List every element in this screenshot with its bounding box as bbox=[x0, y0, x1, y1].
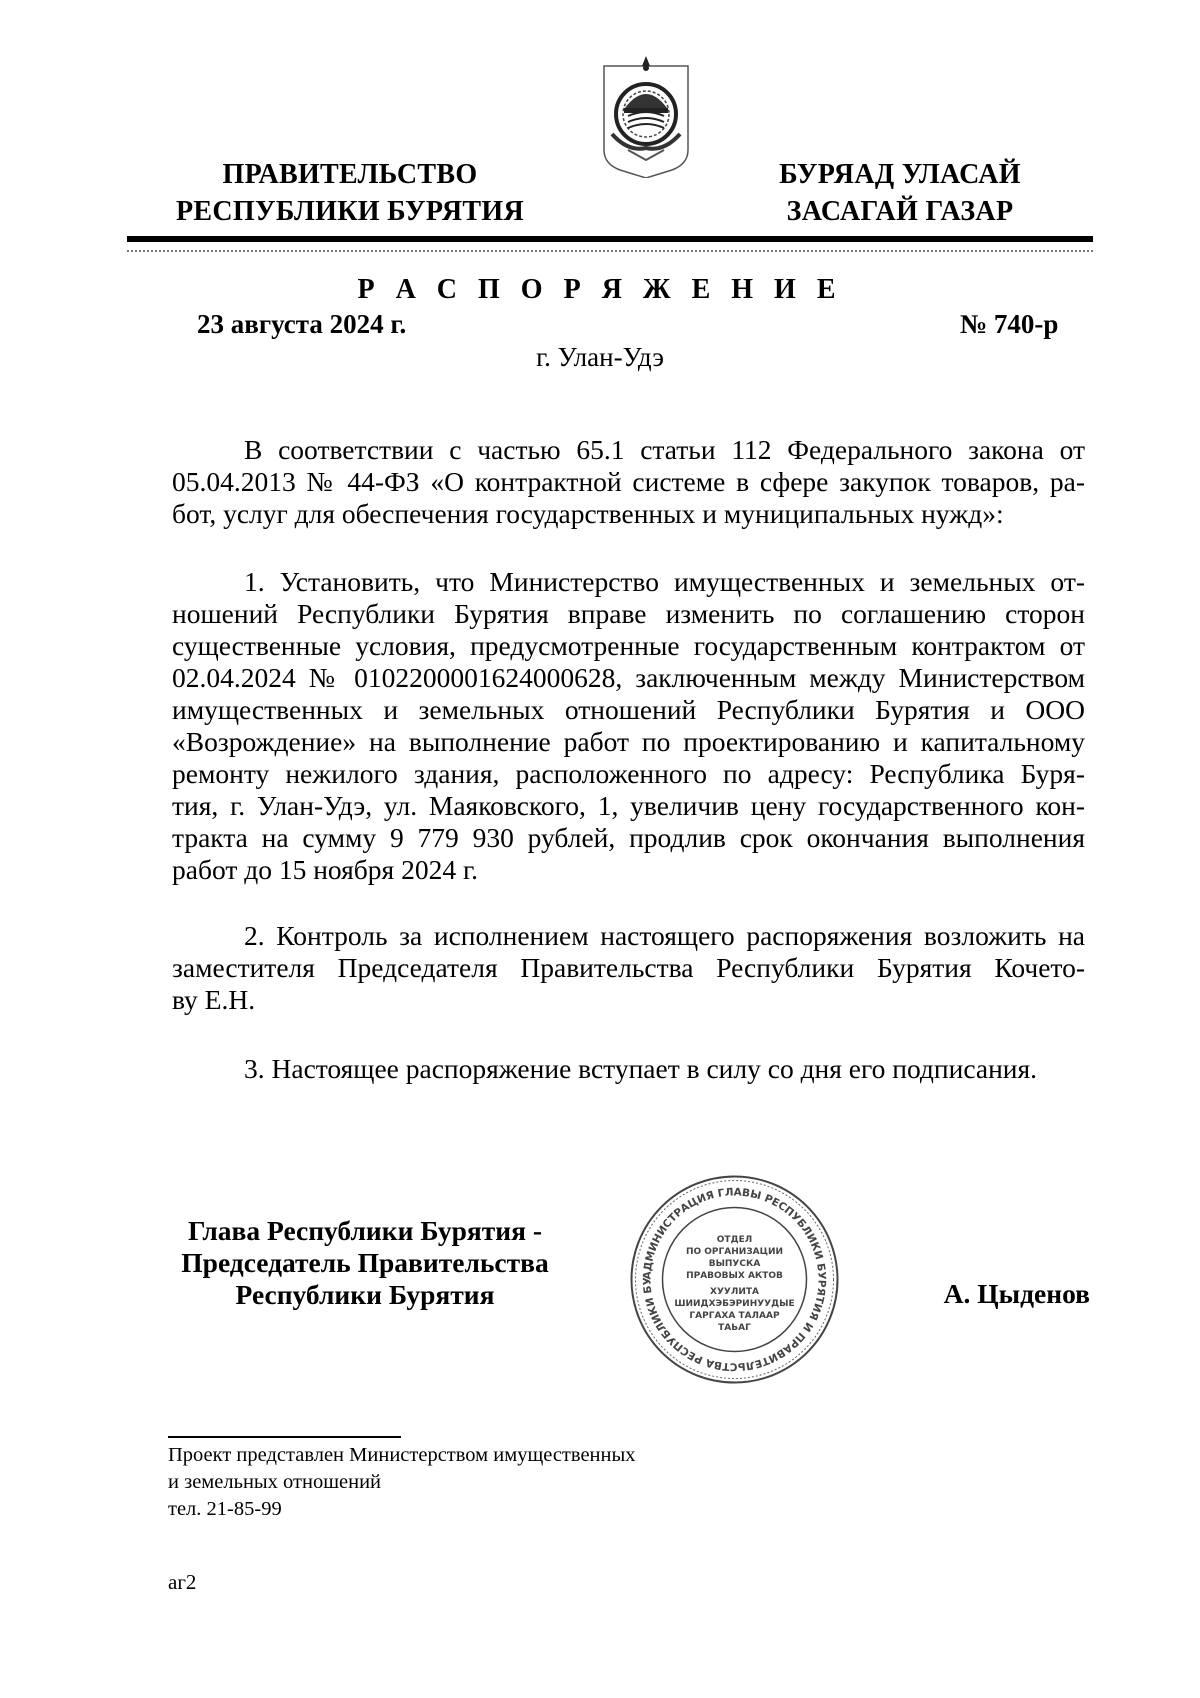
stamp-center-line: ВЫПУСКА bbox=[708, 1259, 761, 1269]
header-left-line1: ПРАВИТЕЛЬСТВО bbox=[222, 159, 478, 190]
stamp-center-line: ОТДЕЛ bbox=[716, 1235, 753, 1245]
stamp-center-line: ШИИДХЭБЭРИНУУДЫЕ bbox=[674, 1299, 795, 1309]
paragraph-item-3 bbox=[172, 1053, 1085, 1085]
text-line: ношений Республики Бурятия вправе изменить по соглашению сторон bbox=[172, 598, 1085, 629]
text-line: имущественных и земельных отношений Республики Бурятия и ООО bbox=[172, 694, 1085, 725]
text-line: 3. Настоящее распоряжение вступает в силу со дня его подписания. bbox=[244, 1053, 1038, 1084]
document-date: 23 августа 2024 г. bbox=[197, 309, 407, 339]
header-right-line2: ЗАСАГАЙ ГАЗАР bbox=[786, 196, 1014, 227]
text-line: заместителя Председателя Правительства Республики Бурятия Кочето- bbox=[172, 952, 1085, 983]
text-line: тия, г. Улан-Удэ, ул. Маяковского, 1, увеличив цену государственного кон- bbox=[172, 790, 1085, 821]
footnote-phone: тел. 21-85-99 bbox=[168, 1498, 282, 1520]
text-line: работ до 15 ноября 2024 г. bbox=[172, 854, 479, 885]
document-city: г. Улан-Удэ bbox=[536, 342, 664, 372]
text-line: 1. Установить, что Министерство имущественных и земельных от- bbox=[244, 566, 1085, 597]
stamp-center-line: ХУУЛИТА bbox=[710, 1287, 759, 1297]
document-code: аг2 bbox=[168, 1570, 197, 1594]
stamp-ring-text: АДМИНИСТРАЦИЯ ГЛАВЫ РЕСПУБЛИКИ БУРЯТИЯ И ПРАВИТЕЛЬСТВА РЕСПУБЛИКИ БУ bbox=[641, 1186, 828, 1373]
signatory-title bbox=[160, 1215, 570, 1311]
text-line: ву Е.Н. bbox=[172, 984, 256, 1015]
republic-emblem bbox=[598, 52, 694, 178]
header-divider-dotted bbox=[127, 250, 1093, 252]
text-line: «Возрождение» на выполнение работ по проектированию и капитальному bbox=[172, 726, 1085, 757]
paragraph-intro bbox=[172, 434, 1085, 530]
text-line: бот, услуг для обеспечения государственных и муниципальных нужд»: bbox=[172, 498, 1004, 529]
stamp-center-line: ГАРГАХА ТАЛААР bbox=[689, 1311, 780, 1321]
paragraph-item-1 bbox=[172, 566, 1085, 886]
header-divider-thick bbox=[127, 236, 1093, 242]
document-number: № 740-р bbox=[960, 309, 1059, 339]
footnote-line2: и земельных отношений bbox=[168, 1471, 382, 1493]
text-line: 02.04.2024 № 0102200001624000628, заключенным между Министерством bbox=[172, 662, 1085, 693]
stamp-center-line: ПРАВОВЫХ АКТОВ bbox=[686, 1271, 783, 1281]
header-right-org-name bbox=[740, 156, 1060, 230]
text-line: существенные условия, предусмотренные государственным контрактом от bbox=[172, 630, 1085, 661]
footnote-divider bbox=[168, 1436, 401, 1438]
signatory-title-line2: Председатель Правительства bbox=[181, 1247, 549, 1278]
stamp-center-line: ПО ОРГАНИЗАЦИИ bbox=[685, 1247, 784, 1257]
footnote-line1: Проект представлен Министерством имущественных bbox=[168, 1444, 636, 1466]
stamp-center-line: ТАЬАГ bbox=[718, 1323, 751, 1333]
header-left-line2: РЕСПУБЛИКИ БУРЯТИЯ bbox=[176, 196, 524, 227]
header-right-line1: БУРЯАД УЛАСАЙ bbox=[779, 159, 1021, 190]
text-line: тракта на сумму 9 779 930 рублей, продлив срок окончания выполнения bbox=[172, 822, 1085, 853]
signatory-name: А. Цыденов bbox=[943, 1278, 1090, 1309]
signatory-title-line3: Республики Бурятия bbox=[235, 1279, 495, 1310]
text-line: В соответствии с частью 65.1 статьи 112 Федерального закона от bbox=[244, 434, 1085, 465]
paragraph-item-2 bbox=[172, 920, 1085, 1016]
header-left-org-name bbox=[150, 156, 550, 230]
official-stamp bbox=[627, 1172, 842, 1387]
document-type-title: Р А С П О Р Я Ж Е Н И Е bbox=[357, 274, 843, 305]
text-line: 05.04.2013 № 44-ФЗ «О контрактной системе в сфере закупок товаров, ра- bbox=[172, 466, 1085, 497]
footnote bbox=[168, 1442, 636, 1523]
text-line: ремонту нежилого здания, расположенного по адресу: Республика Буря- bbox=[172, 758, 1085, 789]
signatory-title-line1: Глава Республики Бурятия - bbox=[187, 1215, 543, 1246]
text-line: 2. Контроль за исполнением настоящего распоряжения возложить на bbox=[244, 920, 1085, 951]
